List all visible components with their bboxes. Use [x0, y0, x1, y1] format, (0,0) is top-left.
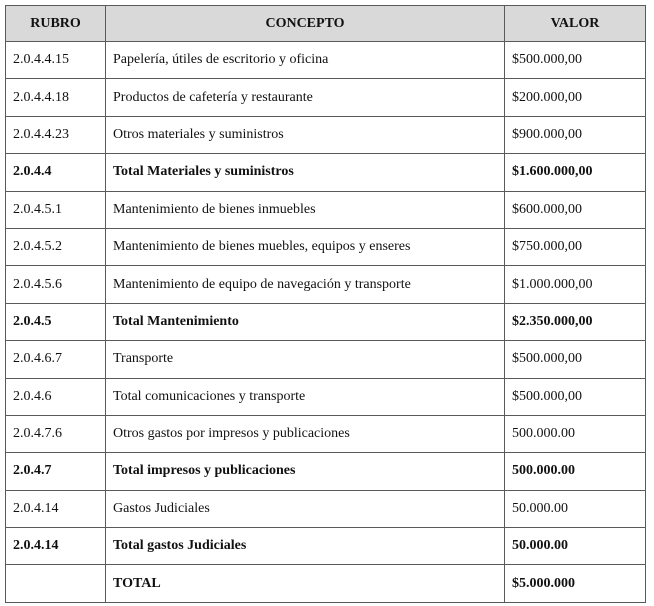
cell-concepto: Mantenimiento de bienes inmuebles [106, 191, 505, 228]
cell-valor: $2.350.000,00 [505, 303, 646, 340]
cell-concepto: Mantenimiento de equipo de navegación y transporte [106, 266, 505, 303]
cell-concepto: Total comunicaciones y transporte [106, 378, 505, 415]
cell-valor: $500.000,00 [505, 341, 646, 378]
cell-concepto: Papelería, útiles de escritorio y oficina [106, 42, 505, 79]
table-row [6, 191, 646, 228]
cell-valor: $750.000,00 [505, 228, 646, 265]
cell-rubro: 2.0.4.5.6 [6, 266, 106, 303]
cell-rubro [6, 565, 106, 602]
cell-rubro: 2.0.4.4.18 [6, 79, 106, 116]
cell-valor: $200.000,00 [505, 79, 646, 116]
table-row [6, 116, 646, 153]
table-row [6, 79, 646, 116]
cell-valor: 50.000.00 [505, 528, 646, 565]
cell-concepto: Mantenimiento de bienes muebles, equipos y enseres [106, 228, 505, 265]
cell-concepto: Total gastos Judiciales [106, 528, 505, 565]
cell-valor: $500.000,00 [505, 378, 646, 415]
cell-concepto: Productos de cafetería y restaurante [106, 79, 505, 116]
cell-rubro: 2.0.4.4.23 [6, 116, 106, 153]
cell-rubro: 2.0.4.5.1 [6, 191, 106, 228]
cell-concepto: Otros gastos por impresos y publicaciones [106, 415, 505, 452]
table-row [6, 378, 646, 415]
table-body [6, 42, 646, 603]
header-concepto: CONCEPTO [106, 6, 505, 42]
table-header-row [6, 6, 646, 42]
cell-rubro: 2.0.4.5.2 [6, 228, 106, 265]
budget-table-container [5, 5, 646, 603]
cell-valor: 50.000.00 [505, 490, 646, 527]
cell-rubro: 2.0.4.6 [6, 378, 106, 415]
cell-valor: $600.000,00 [505, 191, 646, 228]
cell-valor: 500.000.00 [505, 415, 646, 452]
cell-concepto: Gastos Judiciales [106, 490, 505, 527]
cell-rubro: 2.0.4.7 [6, 453, 106, 490]
cell-rubro: 2.0.4.4 [6, 154, 106, 191]
table-row [6, 415, 646, 452]
cell-concepto: Total Materiales y suministros [106, 154, 505, 191]
budget-table [5, 5, 646, 603]
header-valor: VALOR [505, 6, 646, 42]
cell-valor: $1.000.000,00 [505, 266, 646, 303]
table-row-subtotal [6, 453, 646, 490]
cell-valor: $500.000,00 [505, 42, 646, 79]
cell-rubro: 2.0.4.5 [6, 303, 106, 340]
table-row-subtotal [6, 303, 646, 340]
cell-concepto: TOTAL [106, 565, 505, 602]
cell-concepto: Total impresos y publicaciones [106, 453, 505, 490]
table-row [6, 42, 646, 79]
table-row [6, 341, 646, 378]
cell-valor: 500.000.00 [505, 453, 646, 490]
cell-rubro: 2.0.4.14 [6, 490, 106, 527]
cell-concepto: Otros materiales y suministros [106, 116, 505, 153]
cell-rubro: 2.0.4.6.7 [6, 341, 106, 378]
cell-rubro: 2.0.4.7.6 [6, 415, 106, 452]
cell-rubro: 2.0.4.14 [6, 528, 106, 565]
cell-concepto: Total Mantenimiento [106, 303, 505, 340]
cell-valor: $900.000,00 [505, 116, 646, 153]
cell-valor: $5.000.000 [505, 565, 646, 602]
table-row-grand-total [6, 565, 646, 602]
cell-valor: $1.600.000,00 [505, 154, 646, 191]
table-row [6, 228, 646, 265]
header-rubro: RUBRO [6, 6, 106, 42]
table-row [6, 490, 646, 527]
table-row-subtotal [6, 528, 646, 565]
table-row-subtotal [6, 154, 646, 191]
cell-concepto: Transporte [106, 341, 505, 378]
table-row [6, 266, 646, 303]
cell-rubro: 2.0.4.4.15 [6, 42, 106, 79]
